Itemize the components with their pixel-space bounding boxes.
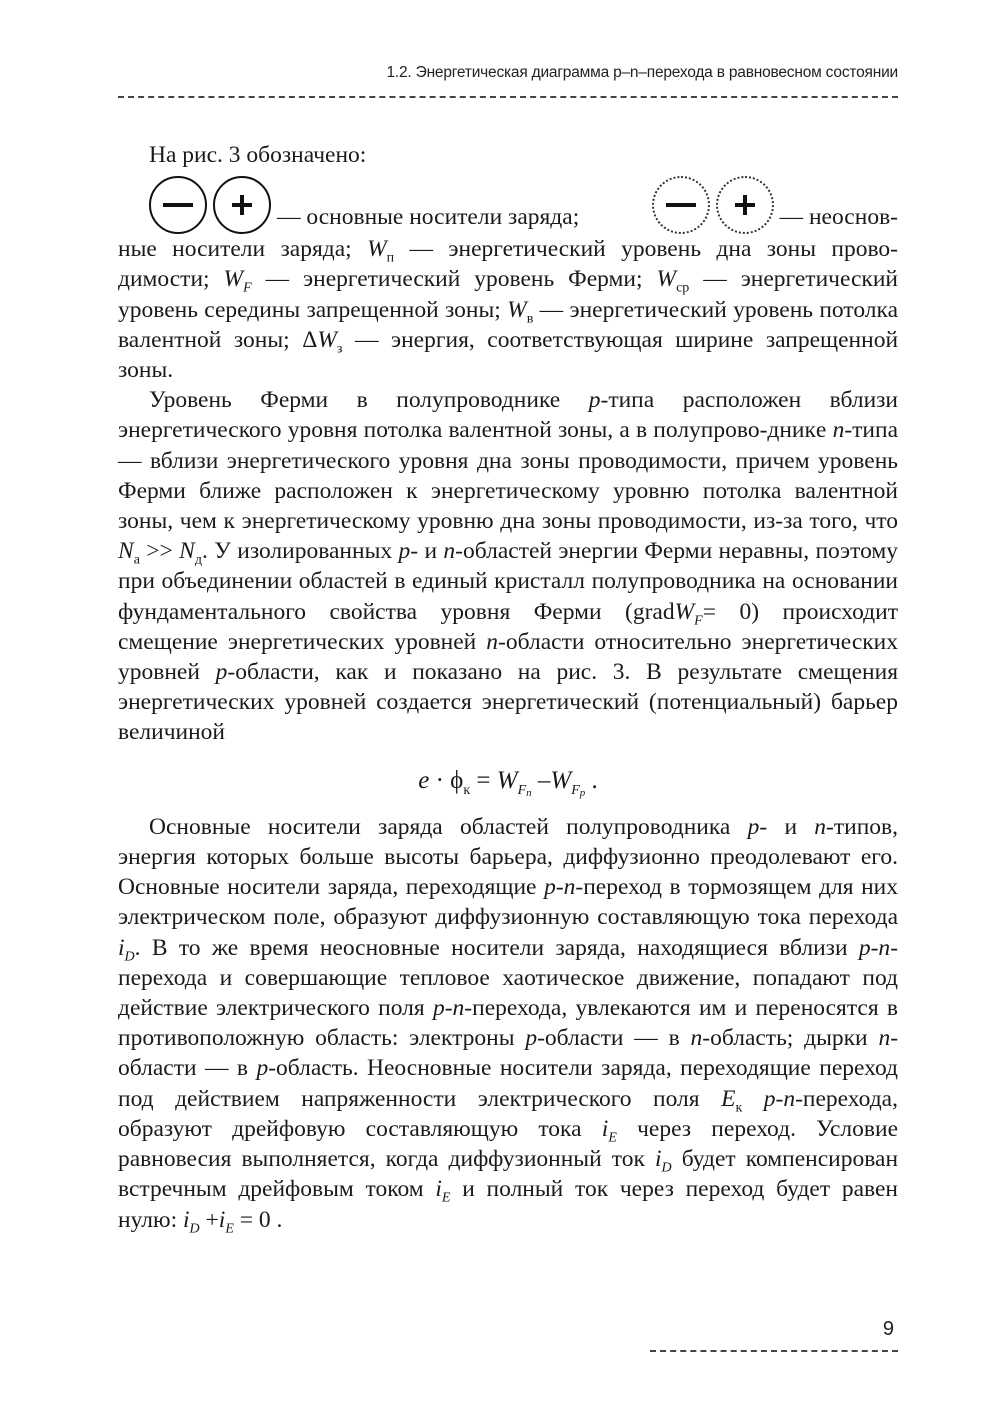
header-rule xyxy=(118,96,898,98)
main-carriers-label: — основные носители заряда; xyxy=(277,204,580,230)
minus-circle-icon xyxy=(149,176,207,234)
current-paragraph: Основные носители заряда областей полупроводника p- и n-типов, энергия которых больше высоты барьера, диффузионно преодолевают его. Основные носители заряда, переходящие p-n-переход в тормозящем для них электрическом поле, образуют диффузионную составляющую тока перехода $i_D$. В то же время неосновные носители заряда, находящиеся вблизи p-n-перехода и совершающие тепловое хаотическое движение, попадают под действие электрического поля p-n-перехода, увлекаются им и переносятся в противоположную область: электроны p-области — в n-область; дырки n-области — в p-область. Неосновные носители заряда, переходящие переход под действием напряженности электрического поля $E_к$ p-n-перехода, образуют дрейфовую составляющую тока $i_E$ через переход. Условие равновесия выполняется, когда диффузионный ток $i_D$ будет компенсирован встречным дрейфовым током $i_E$ и полный ток через переход будет равен нулю: $i_D +i_E = 0$ . xyxy=(118,813,899,1237)
fermi-paragraph: Уровень Ферми в полупроводнике p-типа расположен вблизи энергетического уровня потолка валентной зоны, а в полупрово-дникe n-типа — вблизи энергетического уровня дна зоны проводимости, причем уровень Ферми ближе расположен к энергетическому уровню потолка валентной зоны, чем к энергетическому уровню дна зоны проводимости, из-за того, что $N_а >> N_д$. У изолированных p- и n-областей энергии Ферми неравны, поэтому при объединении областей в единый кристалл полупроводника на основании фундаментального свойства уровня Ферми (gradW$_F$= 0) происходит смещение энергетических уровней n-области относительно энергетических уровней p-области, как и показано на рис. 3. В результате смещения энергетических уровней создается энергетический (потенциальный) барьер величиной xyxy=(118,387,899,746)
minority-carriers-label: — неоснов- xyxy=(779,204,898,230)
intro-line: На рис. 3 обозначено: xyxy=(149,142,367,168)
definitions-paragraph: ные носители заряда; $W_п$ — энергетический уровень дна зоны прово- димости; $W_F$ — энергетический уровень Ферми; $W_{ср}$ — энергетический уровень середины запрещенной зоны; $W_в$ — энергетический уровень потолка валентной зоны; $\Delta W_з$ — энергия, соответствующая ширине запрещенной зоны. xyxy=(118,236,899,384)
footer-rule xyxy=(650,1350,898,1352)
barrier-formula: $e \cdot \phi_к = W_{F_n}$ $-W_{F_p}$ . xyxy=(418,766,598,799)
plus-dotted-circle-icon xyxy=(716,176,774,234)
carrier-legend xyxy=(118,178,898,234)
minus-dotted-circle-icon xyxy=(652,176,710,234)
page-number: 9 xyxy=(882,1318,894,1340)
running-head: 1.2. Энергетическая диаграмма p–n–перехода в равновесном состоянии xyxy=(386,64,898,81)
plus-circle-icon xyxy=(213,176,271,234)
page-body xyxy=(118,140,898,1235)
